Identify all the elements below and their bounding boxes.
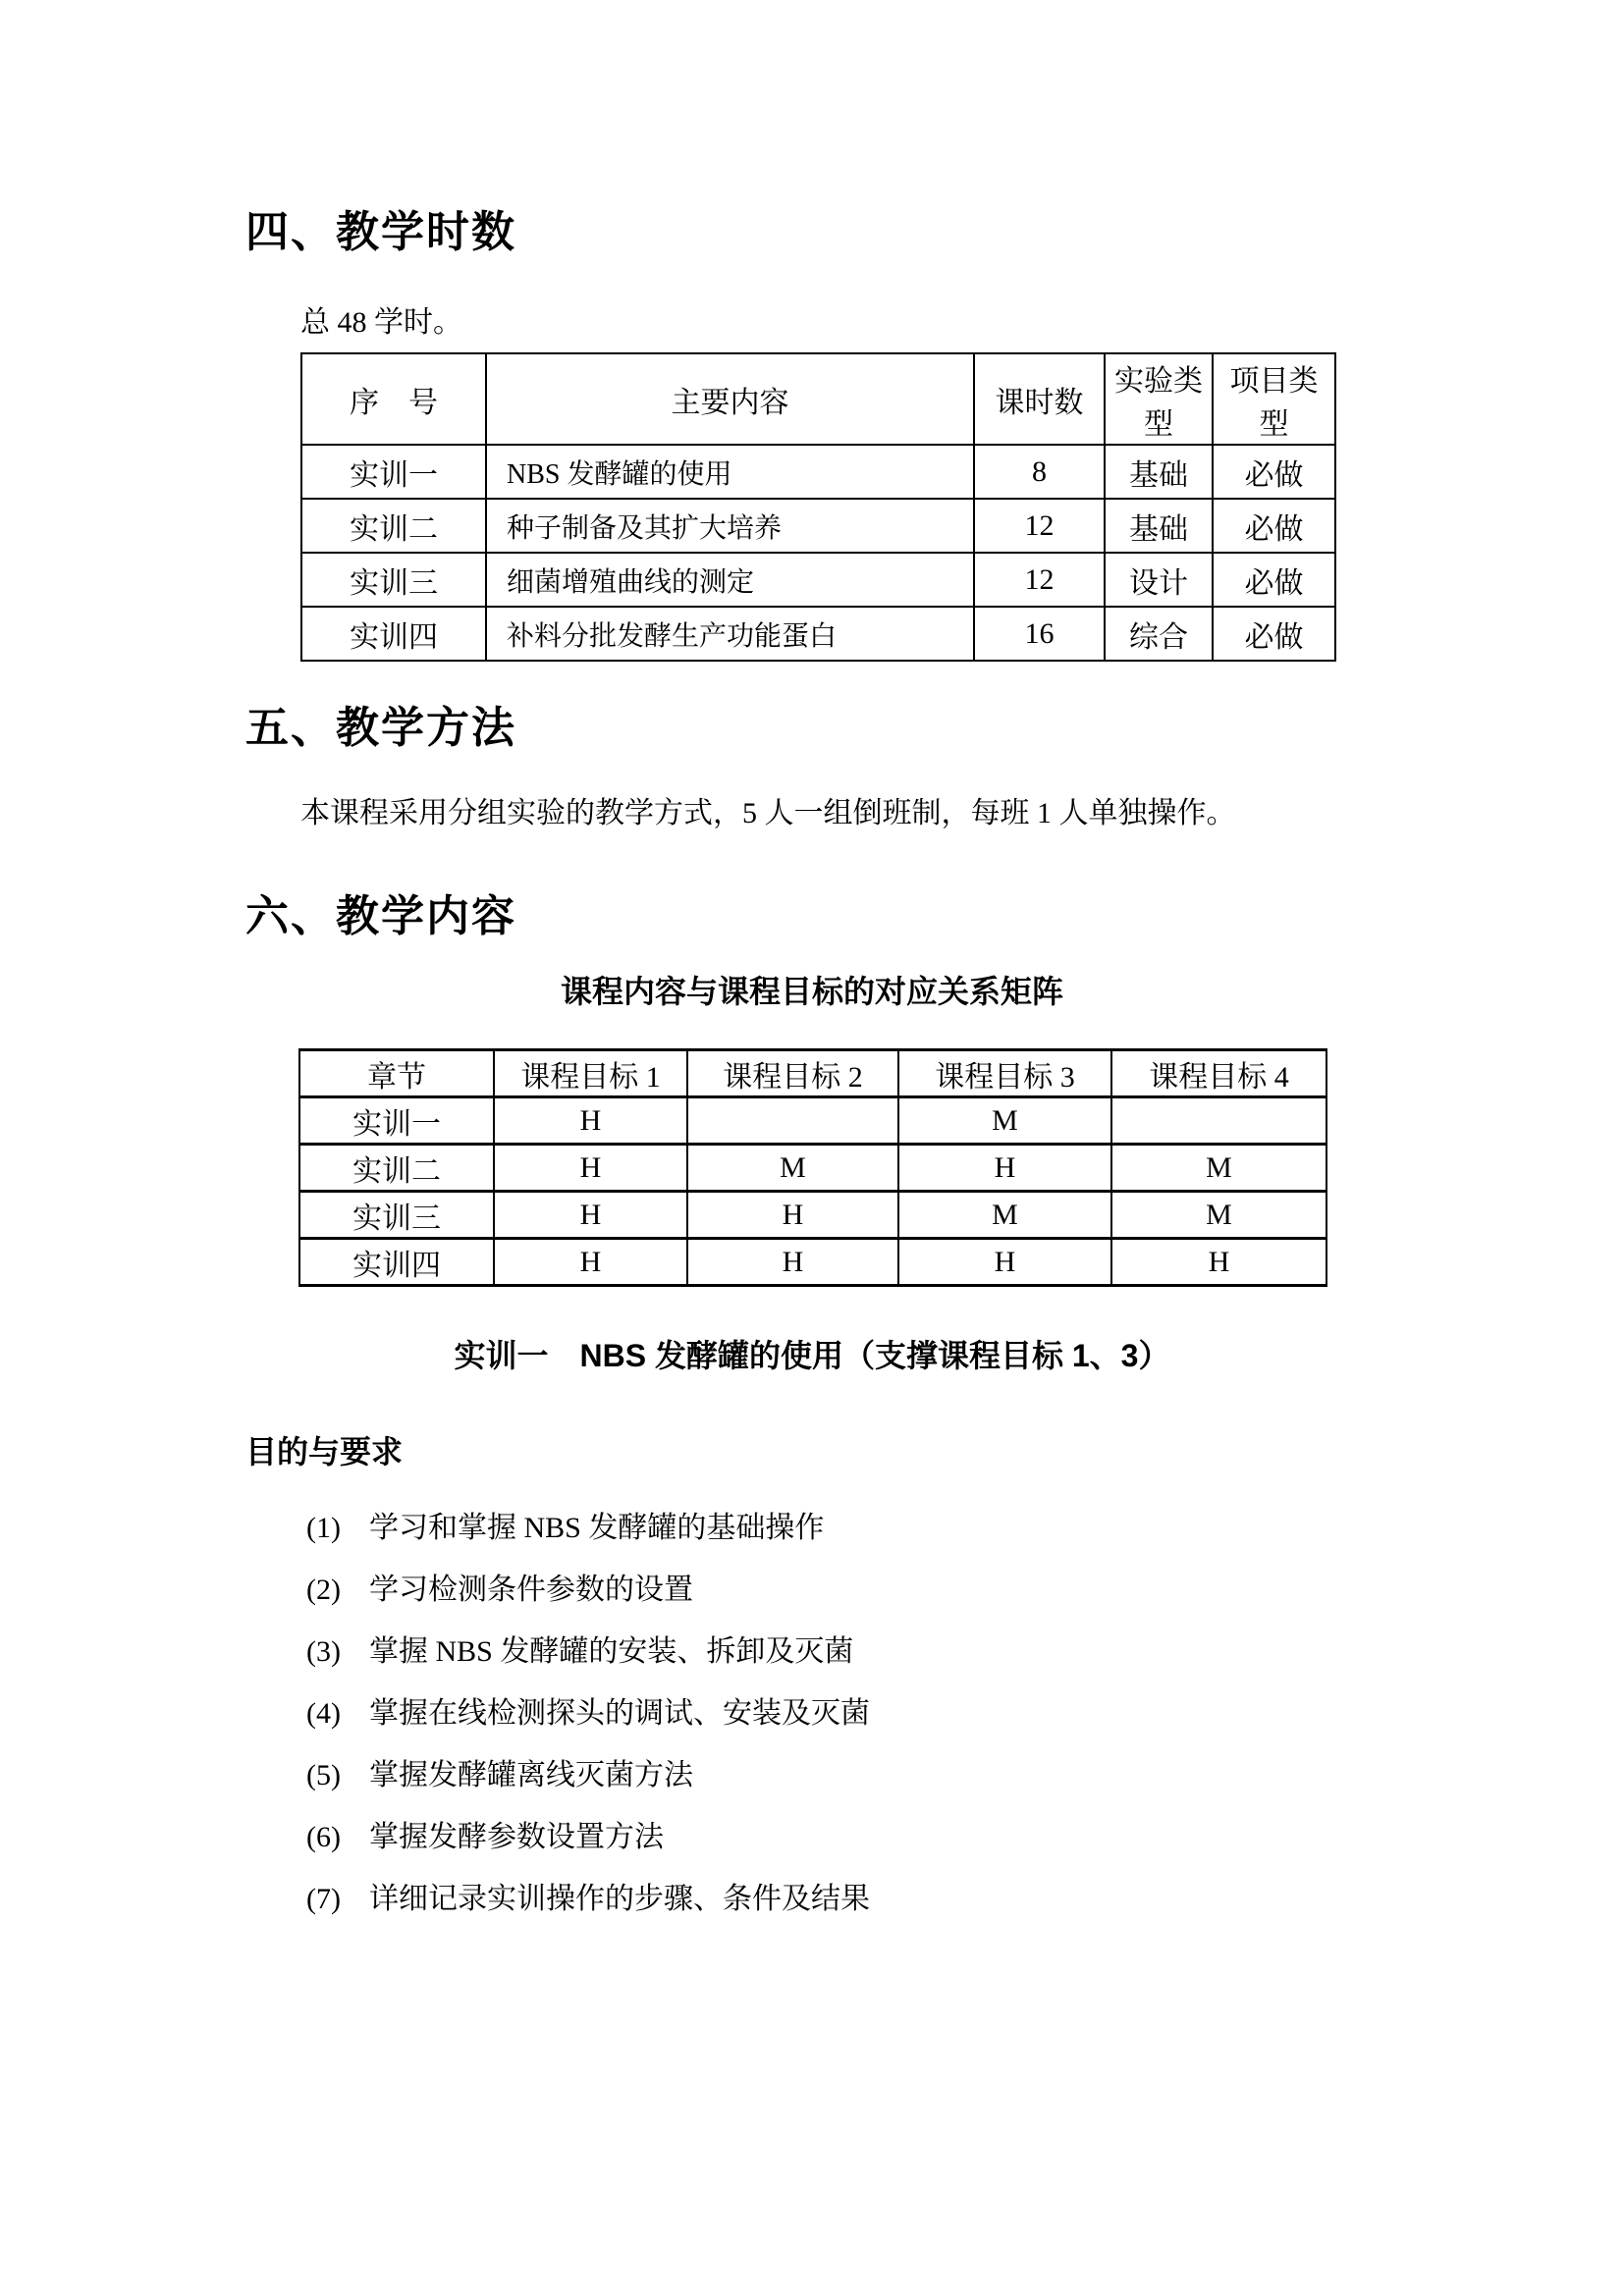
matrix-goal-cell: M: [898, 1097, 1111, 1145]
cell-exp-type: 基础: [1105, 499, 1213, 553]
teaching-hours-table: [300, 352, 1336, 662]
matrix-goal-cell: [687, 1097, 898, 1145]
purpose-list-item: [306, 1822, 1379, 1853]
matrix-goal-cell: M: [898, 1192, 1111, 1239]
matrix-chapter-cell: 实训一: [299, 1097, 494, 1145]
cell-no: 实训一: [301, 445, 486, 499]
header-cell-no: 序 号: [301, 353, 486, 445]
item-number: (4): [306, 1697, 341, 1730]
matrix-goal-cell: H: [898, 1145, 1111, 1192]
purpose-list-item: [306, 1698, 1379, 1730]
matrix-header-goal-4: 课程目标 4: [1111, 1050, 1326, 1097]
item-number: (2): [306, 1574, 341, 1606]
hours-table-row: [301, 499, 1335, 553]
item-text: 掌握在线检测探头的调试、安装及灭菌: [369, 1697, 870, 1730]
matrix-goal-cell: H: [687, 1239, 898, 1286]
purpose-heading: 目的与要求: [245, 1434, 404, 1469]
total-hours-text: 总 48 学时。: [300, 306, 462, 339]
item-text: 掌握 NBS 发酵罐的安装、拆卸及灭菌: [369, 1635, 854, 1668]
item-number: (7): [306, 1883, 341, 1915]
cell-content: 细菌增殖曲线的测定: [486, 553, 974, 607]
cell-hours: 16: [974, 607, 1105, 661]
matrix-goal-cell: [1111, 1097, 1326, 1145]
matrix-goal-cell: H: [494, 1239, 687, 1286]
cell-exp-type: 综合: [1105, 607, 1213, 661]
header-cell-hours: 课时数: [974, 353, 1105, 445]
header-cell-content: 主要内容: [486, 353, 974, 445]
item-text: 掌握发酵罐离线灭菌方法: [369, 1759, 693, 1791]
matrix-chapter-cell: 实训二: [299, 1145, 494, 1192]
matrix-goal-cell: H: [494, 1145, 687, 1192]
cell-exp-type: 设计: [1105, 553, 1213, 607]
purpose-list: [306, 1513, 1379, 1915]
section-5-heading: 五、教学方法: [245, 704, 516, 752]
matrix-row: [299, 1145, 1326, 1192]
teaching-method-paragraph: 本课程采用分组实验的教学方式，5 人一组倒班制，每班 1 人单独操作。: [300, 797, 1236, 829]
cell-content: NBS 发酵罐的使用: [486, 445, 974, 499]
matrix-goal-cell: H: [687, 1192, 898, 1239]
matrix-goal-cell: H: [1111, 1239, 1326, 1286]
item-text: 学习和掌握 NBS 发酵罐的基础操作: [369, 1512, 825, 1544]
cell-hours: 12: [974, 499, 1105, 553]
matrix-row: [299, 1192, 1326, 1239]
course-goal-matrix-table: [298, 1048, 1327, 1287]
cell-proj-type: 必做: [1213, 607, 1335, 661]
section-6-heading: 六、教学内容: [245, 892, 516, 940]
item-number: (3): [306, 1635, 341, 1668]
header-cell-proj-type: 项目类型: [1213, 353, 1335, 445]
cell-exp-type: 基础: [1105, 445, 1213, 499]
section-4-heading: 四、教学时数: [245, 208, 516, 256]
matrix-header-row: [299, 1050, 1326, 1097]
cell-proj-type: 必做: [1213, 499, 1335, 553]
cell-no: 实训三: [301, 553, 486, 607]
matrix-goal-cell: M: [687, 1145, 898, 1192]
matrix-header-goal-3: 课程目标 3: [898, 1050, 1111, 1097]
matrix-goal-cell: M: [1111, 1192, 1326, 1239]
cell-content: 补料分批发酵生产功能蛋白: [486, 607, 974, 661]
cell-content: 种子制备及其扩大培养: [486, 499, 974, 553]
cell-no: 实训四: [301, 607, 486, 661]
item-text: 详细记录实训操作的步骤、条件及结果: [369, 1883, 870, 1915]
item-text: 掌握发酵参数设置方法: [369, 1821, 664, 1853]
matrix-header-goal-2: 课程目标 2: [687, 1050, 898, 1097]
hours-table-row: [301, 445, 1335, 499]
matrix-header-goal-1: 课程目标 1: [494, 1050, 687, 1097]
matrix-goal-cell: H: [494, 1192, 687, 1239]
item-number: (6): [306, 1821, 341, 1853]
matrix-chapter-cell: 实训三: [299, 1192, 494, 1239]
purpose-list-item: [306, 1760, 1379, 1791]
matrix-chapter-cell: 实训四: [299, 1239, 494, 1286]
training-1-heading: 实训一 NBS 发酵罐的使用（支撑课程目标 1、3）: [454, 1338, 1170, 1373]
item-number: (5): [306, 1759, 341, 1791]
matrix-row: [299, 1239, 1326, 1286]
cell-no: 实训二: [301, 499, 486, 553]
matrix-header-chapter: 章节: [299, 1050, 494, 1097]
cell-proj-type: 必做: [1213, 553, 1335, 607]
hours-table-row: [301, 607, 1335, 661]
purpose-list-item: [306, 1513, 1379, 1544]
matrix-goal-cell: H: [898, 1239, 1111, 1286]
item-text: 学习检测条件参数的设置: [369, 1574, 693, 1606]
header-cell-exp-type: 实验类型: [1105, 353, 1213, 445]
cell-proj-type: 必做: [1213, 445, 1335, 499]
item-number: (1): [306, 1512, 341, 1544]
hours-table-header-row: [301, 353, 1335, 445]
cell-hours: 12: [974, 553, 1105, 607]
matrix-row: [299, 1097, 1326, 1145]
cell-hours: 8: [974, 445, 1105, 499]
matrix-goal-cell: H: [494, 1097, 687, 1145]
matrix-goal-cell: M: [1111, 1145, 1326, 1192]
purpose-list-item: [306, 1575, 1379, 1606]
purpose-list-item: [306, 1884, 1379, 1915]
hours-table-row: [301, 553, 1335, 607]
purpose-list-item: [306, 1636, 1379, 1668]
matrix-title: 课程内容与课程目标的对应关系矩阵: [560, 974, 1063, 1009]
